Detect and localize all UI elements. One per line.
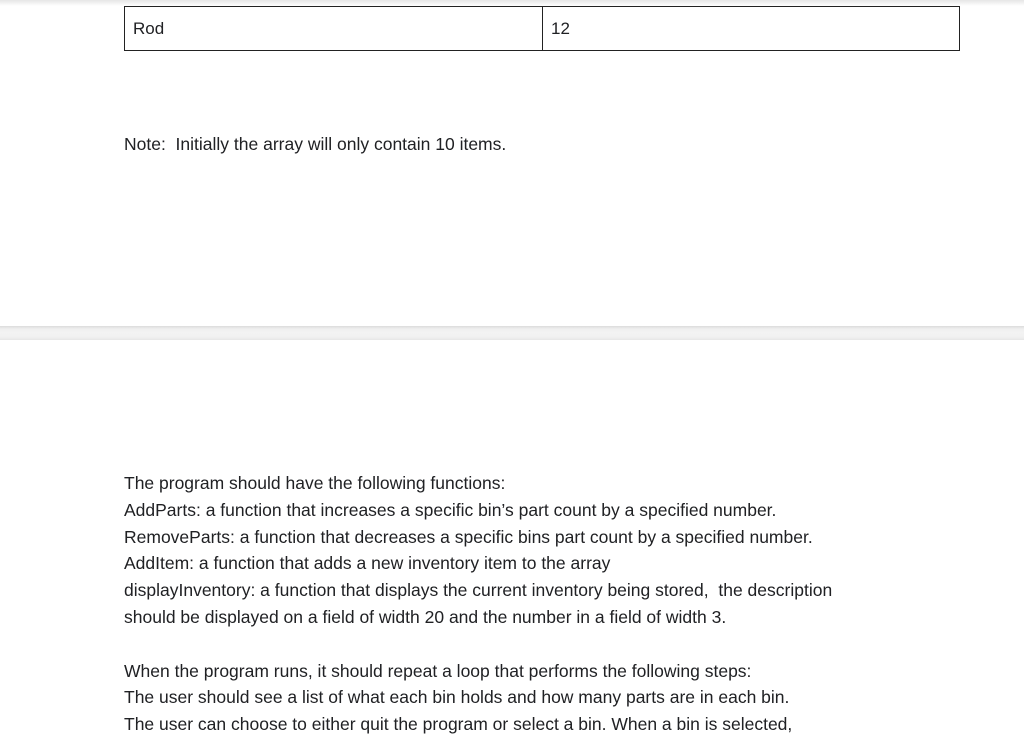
function-line: displayInventory: a function that displays the current inventory being stored, the description [124,580,833,601]
function-line: RemoveParts: a function that decreases a specific bins part count by a specified number. [124,526,813,547]
function-line: AddParts: a function that increases a specific bin’s part count by a specified number. [124,499,777,520]
loop-step-line: The user should see a list of what each bin holds and how many parts are in each bin. [124,687,790,708]
note-paragraph: Note: Initially the array will only contain 10 items. [124,134,507,154]
table-cell-description: Rod [125,7,543,51]
page-break-separator [0,326,1024,340]
function-line: AddItem: a function that adds a new inventory item to the array [124,553,611,574]
loop-intro: When the program runs, it should repeat a loop that performs the following steps: [124,660,752,681]
function-line: should be displayed on a field of width 20 and the number in a field of width 3. [124,606,727,627]
paragraph-spacer [124,631,944,658]
table-row [125,7,960,51]
document-page-bottom [0,340,1024,737]
functions-intro: The program should have the following functions: [124,473,506,493]
inventory-table [124,6,960,51]
loop-step-line: The user can choose to either quit the program or select a bin. When a bin is selected, [124,714,793,735]
body-text [124,470,944,737]
table-cell-count: 12 [543,7,960,51]
document-page-top [0,0,1024,327]
